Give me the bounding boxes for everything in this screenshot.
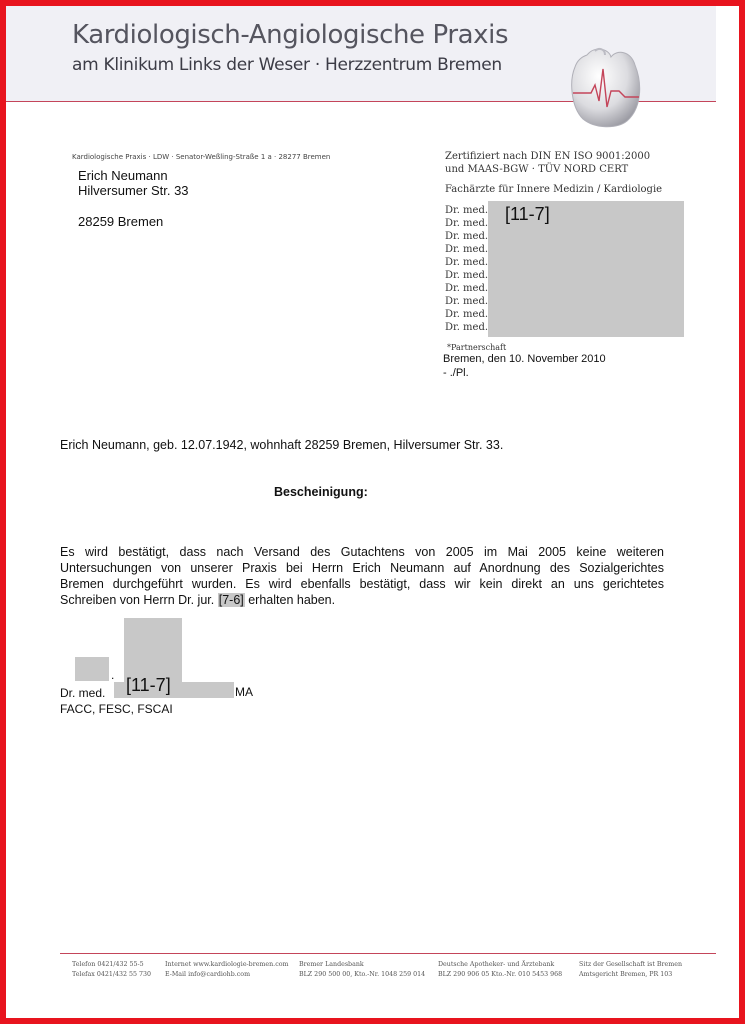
signatory-redaction-tag: [11-7] [126,675,171,695]
doctor-prefix: Dr. med. [445,244,489,255]
name-redaction-tag: [7-6] [218,593,244,607]
footer-bank-1-name: Bremer Landesbank [299,961,364,968]
footer-web [165,960,288,980]
body-line-4 [60,592,664,608]
letter-reference: - ./Pl. [443,367,469,379]
recipient-city: 28259 Bremen [78,214,164,229]
body-line-2: Untersuchungen von unserer Praxis bei Herrn Erich Neumann auf Anordnung des Sozialgerichtes [60,561,664,575]
footer-bank-2-name: Deutsche Apotheker- und Ärztebank [438,961,555,968]
doctor-names-redaction-tag: [11-7] [505,204,550,224]
body-line-4-start: Schreiben von Herrn Dr. jur. [60,593,215,607]
doctor-prefix: Dr. med. [445,283,489,294]
doctor-prefix: Dr. med. [445,205,489,216]
doctor-prefix: Dr. med. [445,270,489,281]
footer-phone [72,960,151,980]
doctor-prefix: Dr. med. [445,218,489,229]
specialty-line: Fachärzte für Innere Medizin / Kardiologie [445,184,663,195]
certification-line-2: und MAAS-BGW · TÜV NORD CERT [445,164,629,175]
body-line-1: Es wird bestätigt, dass nach Versand des Gutachtens von 2005 im Mai 2005 keine weiteren [60,545,664,559]
body-line-3: Bremen durchgeführt wurden. Es wird ebenfalls bestätigt, dass wir kein direkt an uns gerichtetes [60,577,664,591]
certificate-body [60,544,664,608]
signatory-prefix: Dr. med. [60,686,106,700]
footer-bank-2-account: BLZ 290 906 05 Kto.-Nr. 010 5453 968 [438,971,563,978]
footer-registry-seat: Sitz der Gesellschaft ist Bremen [579,961,683,968]
heart-logo-icon [565,45,645,129]
doctor-prefix: Dr. med. [445,309,489,320]
doctor-prefix: Dr. med. [445,322,489,333]
practice-subtitle: am Klinikum Links der Weser · Herzzentrum Bremen [72,55,502,75]
recipient-name: Erich Neumann [78,168,168,183]
signature-dot: . [111,668,115,682]
practice-title: Kardiologisch-Angiologische Praxis [72,20,509,50]
footer-bank-1-account: BLZ 290 500 00, Kto.-Nr. 1048 259 014 [299,971,426,978]
doctor-prefix: Dr. med. [445,257,489,268]
body-line-4-end: erhalten haben. [248,593,336,607]
signature-initial-redaction [75,657,109,681]
doctor-prefix: Dr. med. [445,231,489,242]
recipient-street: Hilversumer Str. 33 [78,183,189,198]
footer-fax-line: Telefax 0421/432 55 730 [72,971,152,978]
subject-line: Erich Neumann, geb. 12.07.1942, wohnhaft 28259 Bremen, Hilversumer Str. 33. [60,438,504,452]
footer-registry-court: Amtsgericht Bremen, PR 103 [579,971,673,978]
signature-redaction [124,618,182,682]
footer-bank-2 [438,960,562,980]
footer-phone-line: Telefon 0421/432 55-5 [72,961,144,968]
partnership-note: *Partnerschaft [447,343,507,352]
document-heading: Bescheinigung: [274,485,368,499]
footer-internet-line: Internet www.kardiologie-bremen.com [165,961,289,968]
footer-bank-1 [299,960,425,980]
doctor-prefix: Dr. med. [445,296,489,307]
sender-address-line: Kardiologische Praxis · LDW · Senator-Weßling-Straße 1 a · 28277 Bremen [72,153,331,161]
certification-line-1: Zertifiziert nach DIN EN ISO 9001:2000 [445,151,651,162]
signatory-titles: FACC, FESC, FSCAI [60,702,173,716]
letter-date: Bremen, den 10. November 2010 [443,353,606,365]
signatory-suffix: MA [235,685,253,699]
footer-divider [60,953,716,954]
footer-registry [579,960,682,980]
footer-email-line: E-Mail info@cardiohb.com [165,971,251,978]
